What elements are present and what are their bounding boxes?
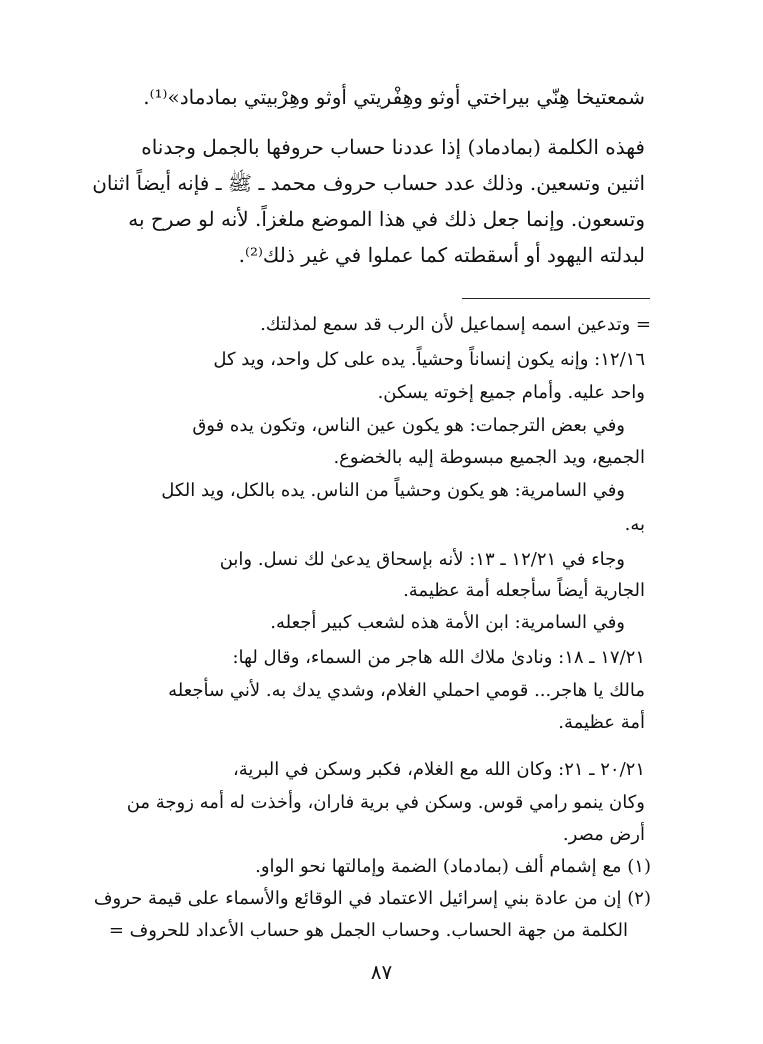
footnote-line: وجاء في ١٢/٢١ ـ ١٣: لأنه بإسحاق يدعىٰ لك نسل. وابن [219, 549, 625, 570]
footnote-line: ٢٠/٢١ ـ ٢١: وكان الله مع الغلام، فكبر وسكن في البرية، [232, 759, 645, 780]
footnote-line: ١٧/٢١ ـ ١٨: ونادىٰ ملاك الله هاجر من السماء، وقال لها: [232, 647, 645, 668]
footnote-line: وفي السامرية: هو يكون وحشياً من الناس. يده بالكل، ويد الكل [161, 480, 625, 501]
footnote-line: وكان ينمو رامي قوس. وسكن في برية فاران، وأخذت له أمه زوجة من [126, 792, 645, 813]
footnote-separator [462, 298, 650, 299]
footnote-line: ١٢/١٦: وإنه يكون إنساناً وحشياً. يده على كل واحد، ويد كل [213, 349, 645, 370]
footnote-line: الجارية أيضاً سأجعله أمة عظيمة. [403, 580, 645, 601]
footnote-2: (٢) إن من عادة بني إسرائيل الاعتماد في الوقائع والأسماء على قيمة حروف [93, 888, 651, 909]
footnote-line: وفي بعض الترجمات: هو يكون عين الناس، وتكون يده فوق [192, 415, 625, 436]
footnote-line: الجميع، ويد الجميع مبسوطة إليه بالخضوع. [333, 447, 645, 468]
footnote-line: أمة عظيمة. [558, 712, 645, 733]
footnote-line: مالك يا هاجر... قومي احملي الغلام، وشدي يدك به. لأني سأجعله [168, 680, 645, 701]
footnote-line: = وتدعين اسمه إسماعيل لأن الرب قد سمع لمذلتك. [260, 314, 651, 335]
footnote-line: الكلمة من جهة الحساب. وحساب الجمل هو حساب الأعداد للحروف = [108, 920, 628, 941]
footnote-line: وفي السامرية: ابن الأمة هذه لشعب كبير أجعله. [270, 612, 625, 633]
main-line-1: شمعتيخا هِنّي بيراختي أوثو وهِفْريتي أوثو وهِرْبيتي بمادماد»⁽¹⁾. [143, 85, 645, 109]
footnote-line: أرض مصر. [562, 824, 645, 845]
footnote-line: واحد عليه. وأمام جميع إخوته يسكن. [377, 382, 645, 403]
main-line-3: اثنين وتسعين. وذلك عدد حساب حروف محمد ـ ﷺ ـ فإنه أيضاً اثنان [92, 171, 645, 195]
main-line-2: فهذه الكلمة (بمادماد) إذا عددنا حساب حروفها بالجمل وجدناه [141, 135, 645, 159]
footnote-1: (١) مع إشمام ألف (بمادماد) الضمة وإمالتها نحو الواو. [255, 856, 651, 877]
main-line-4: وتسعون. وإنما جعل ذلك في هذا الموضع ملغزاً. لأنه لو صرح به [128, 207, 645, 231]
footnote-line: به. [624, 514, 645, 535]
page-number: ٨٧ [370, 960, 393, 984]
main-line-5: لبدلته اليهود أو أسقطته كما عملوا في غير ذلك⁽²⁾. [238, 243, 645, 267]
